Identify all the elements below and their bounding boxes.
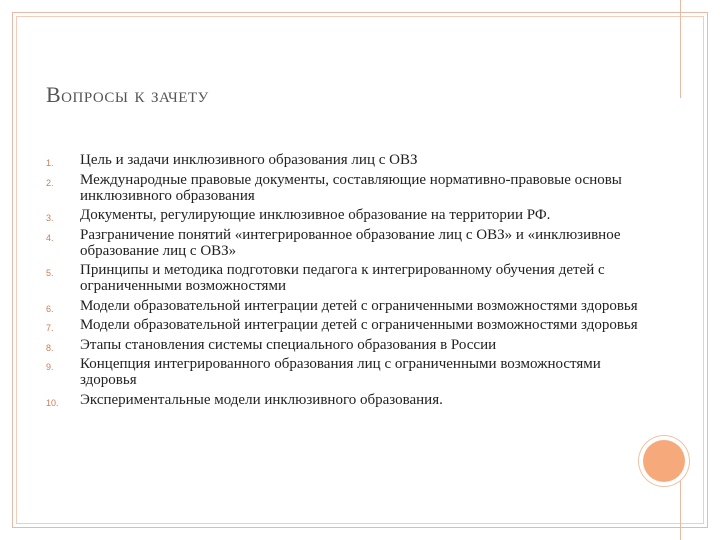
- list-item: [46, 337, 646, 353]
- list-item: [46, 317, 646, 333]
- decorative-line-top: [680, 0, 681, 98]
- list-item-text: Документы, регулирующие инклюзивное образование на территории РФ.: [80, 207, 551, 223]
- list-item-text: Принципы и методика подготовки педагога к интегрированному обучения детей с ограниченными возможностями: [80, 262, 605, 294]
- list-item-text: Международные правовые документы, составляющие нормативно-правовые основы инклюзивного образования: [80, 171, 622, 204]
- questions-list: [46, 152, 646, 411]
- list-item: [46, 262, 646, 294]
- list-item: [46, 152, 646, 168]
- list-item-number: 3.: [46, 213, 54, 223]
- list-item-number: 9.: [46, 362, 54, 372]
- list-item-text: Разграничение понятий «интегрированное образование лиц с ОВЗ» и «инклюзивное образование лиц с ОВЗ»: [80, 226, 621, 259]
- decorative-circle: [643, 440, 685, 482]
- list-item: [46, 227, 646, 259]
- list-item: [46, 392, 646, 408]
- list-item-number: 8.: [46, 342, 54, 353]
- list-item: [46, 298, 646, 314]
- list-item-text: Этапы становления системы специального образования в России: [80, 336, 497, 353]
- list-item-text: Цель и задачи инклюзивного образования лиц с ОВЗ: [80, 152, 418, 168]
- list-item-number: 4.: [46, 232, 54, 243]
- list-item-text: Экспериментальные модели инклюзивного образования.: [80, 391, 443, 408]
- list-item-number: 1.: [46, 158, 54, 168]
- list-item-number: 6.: [46, 303, 54, 314]
- slide-title: Вопросы к зачету: [46, 82, 209, 107]
- list-item: [46, 172, 646, 204]
- decorative-line-bottom: [680, 478, 681, 540]
- list-item-number: 7.: [46, 323, 54, 333]
- list-item-text: Модели образовательной интеграции детей с ограниченными возможностями здоровья: [80, 317, 638, 333]
- list-item-text: Концепция интегрированного образования лиц с ограниченными возможностями здоровья: [80, 356, 601, 388]
- list-item-number: 2.: [46, 177, 54, 188]
- list-item-text: Модели образовательной интеграции детей с ограниченными возможностями здоровья: [80, 297, 638, 314]
- list-item: [46, 356, 646, 388]
- list-item-number: 10.: [46, 397, 59, 408]
- list-item-number: 5.: [46, 268, 54, 278]
- list-item: [46, 207, 646, 223]
